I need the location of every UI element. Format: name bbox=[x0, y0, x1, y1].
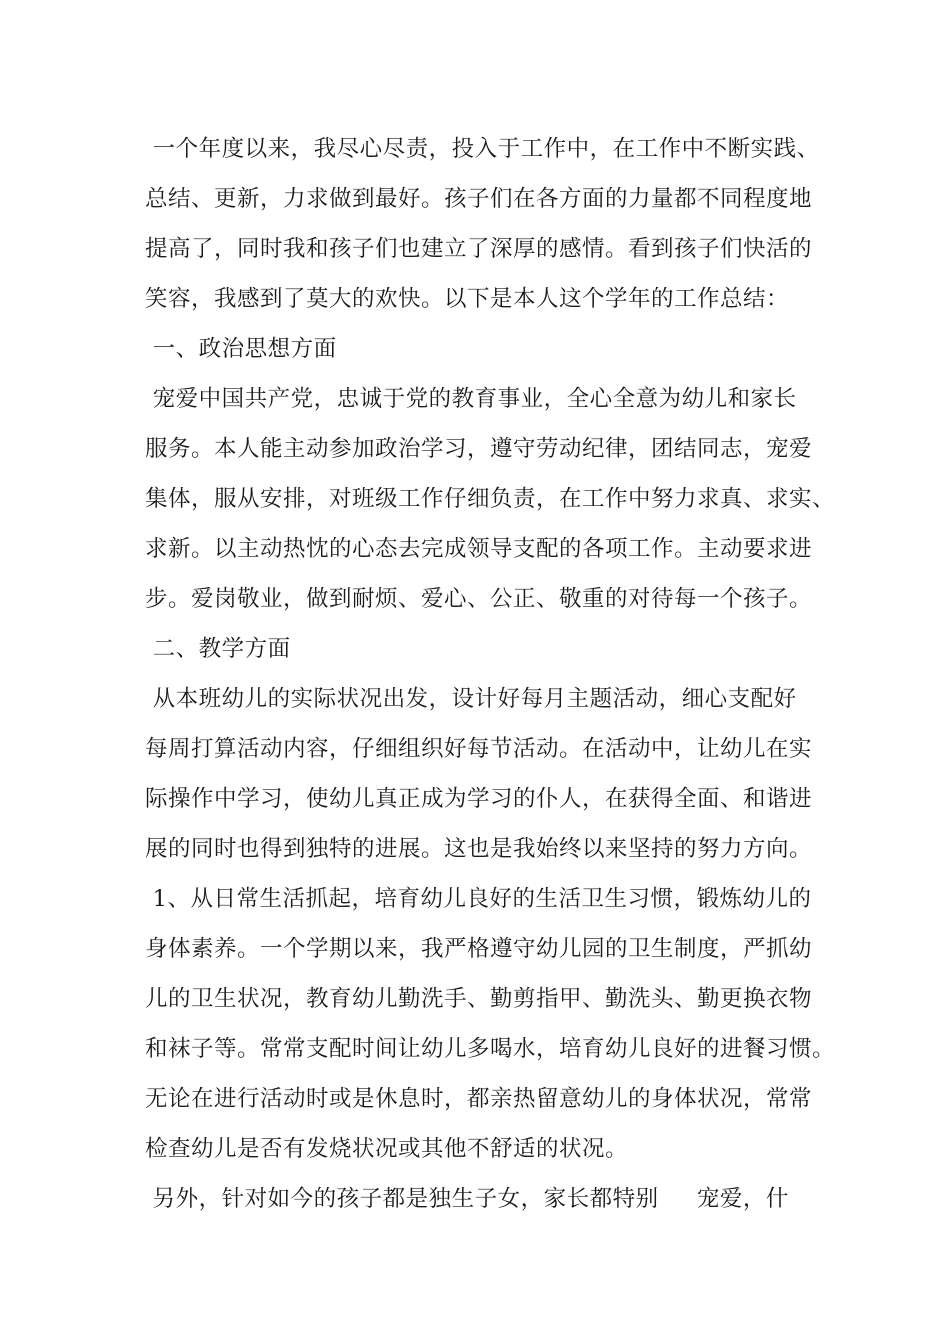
paragraph-line: 儿的卫生状况，教育幼儿勤洗手、勤剪指甲、勤洗头、勤更换衣物 bbox=[145, 986, 813, 1012]
paragraph-line: 另外，针对如今的孩子都是独生子女，家长都特别 宠爱，什 bbox=[145, 1186, 789, 1212]
paragraph-line: 宠爱中国共产党，忠诚于党的教育事业，全心全意为幼儿和家长 bbox=[145, 386, 797, 412]
paragraph-line: 提高了，同时我和孩子们也建立了深厚的感情。看到孩子们快活的 bbox=[145, 236, 813, 262]
paragraph-line: 步。爱岗敬业，做到耐烦、爱心、公正、敬重的对待每一个孩子。 bbox=[145, 586, 813, 612]
paragraph-line: 和袜子等。常常支配时间让幼儿多喝水，培育幼儿良好的进餐习惯。 bbox=[145, 1036, 836, 1062]
paragraph-line: 笑容，我感到了莫大的欢快。以下是本人这个学年的工作总结： bbox=[145, 286, 790, 312]
paragraph-line: 检查幼儿是否有发烧状况或其他不舒适的状况。 bbox=[145, 1136, 629, 1162]
paragraph-line: 求新。以主动热忱的心态去完成领导支配的各项工作。主动要求进 bbox=[145, 536, 813, 562]
section-heading: 二、教学方面 bbox=[145, 636, 291, 662]
paragraph-line: 身体素养。一个学期以来，我严格遵守幼儿园的卫生制度，严抓幼 bbox=[145, 936, 813, 962]
paragraph-line: 一个年度以来，我尽心尽责，投入于工作中，在工作中不断实践、 bbox=[145, 136, 820, 162]
paragraph-line: 从本班幼儿的实际状况出发，设计好每月主题活动，细心支配好 bbox=[145, 686, 797, 712]
paragraph-line: 无论在进行活动时或是休息时，都亲热留意幼儿的身体状况，常常 bbox=[145, 1086, 813, 1112]
paragraph-line: 集体，服从安排，对班级工作仔细负责，在工作中努力求真、求实、 bbox=[145, 486, 836, 512]
paragraph-line: 展的同时也得到独特的进展。这也是我始终以来坚持的努力方向。 bbox=[145, 836, 813, 862]
paragraph-line: 1、从日常生活抓起，培育幼儿良好的生活卫生习惯，锻炼幼儿的 bbox=[145, 886, 812, 912]
paragraph-line: 服务。本人能主动参加政治学习，遵守劳动纪律，团结同志，宠爱 bbox=[145, 436, 813, 462]
paragraph-line: 每周打算活动内容，仔细组织好每节活动。在活动中，让幼儿在实 bbox=[145, 736, 813, 762]
paragraph-line: 总结、更新，力求做到最好。孩子们在各方面的力量都不同程度地 bbox=[145, 186, 813, 212]
section-heading: 一、政治思想方面 bbox=[145, 336, 337, 362]
paragraph-line: 际操作中学习，使幼儿真正成为学习的仆人，在获得全面、和谐进 bbox=[145, 786, 813, 812]
